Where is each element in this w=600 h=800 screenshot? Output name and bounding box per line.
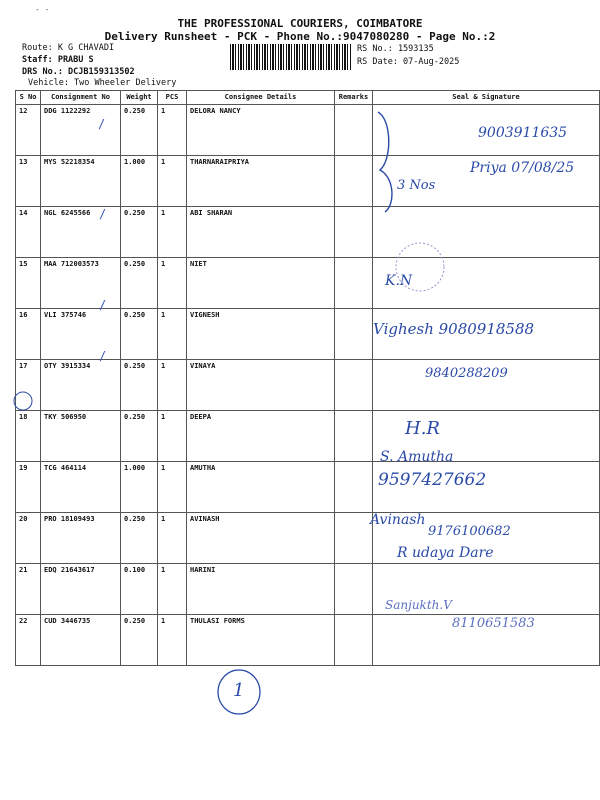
cell-pcs: 1: [158, 156, 187, 207]
drs-label: DRS No.: DCJB159313502: [22, 67, 135, 77]
handwritten-page-mark: 1: [233, 680, 245, 701]
handwritten-hr: H.R: [405, 418, 440, 439]
col-weight: Weight: [121, 91, 158, 105]
col-consignee: Consignee Details: [187, 91, 335, 105]
cell-sno: 18: [16, 411, 41, 462]
cell-consignee: AMUTHA: [187, 462, 335, 513]
tick-mark: /: [99, 349, 107, 363]
handwritten-priya: Priya 07/08/25: [470, 160, 575, 176]
cell-weight: 0.100: [121, 564, 158, 615]
cell-consignment: EDQ 21643617: [41, 564, 121, 615]
cell-consignment: MYS 52218354: [41, 156, 121, 207]
cell-pcs: 1: [158, 411, 187, 462]
cell-consignment: TCG 464114: [41, 462, 121, 513]
col-consignment: Consignment No: [41, 91, 121, 105]
cell-weight: 0.250: [121, 258, 158, 309]
cell-consignee: VINAYA: [187, 360, 335, 411]
cell-consignment: VLI 375746: [41, 309, 121, 360]
cell-pcs: 1: [158, 513, 187, 564]
cell-pcs: 1: [158, 360, 187, 411]
handwritten-avinash-phone: 9176100682: [428, 524, 511, 539]
tick-mark: /: [98, 117, 106, 131]
cell-weight: 0.250: [121, 411, 158, 462]
cell-pcs: 1: [158, 564, 187, 615]
col-seal: Seal & Signature: [373, 91, 600, 105]
cell-pcs: 1: [158, 207, 187, 258]
handwritten-kiru: K.N: [385, 273, 413, 289]
handwritten-vignesh: Vighesh 9080918588: [373, 320, 535, 338]
cell-weight: 0.250: [121, 105, 158, 156]
rs-number: RS No.: 1593135: [357, 44, 434, 54]
cell-consignment: CUD 3446735: [41, 615, 121, 666]
scan-specks: - -: [35, 5, 50, 14]
cell-weight: 0.250: [121, 309, 158, 360]
cell-consignee: ABI SHARAN: [187, 207, 335, 258]
cell-sno: 16: [16, 309, 41, 360]
cell-consignment: TKY 506950: [41, 411, 121, 462]
tick-mark: /: [99, 298, 107, 312]
cell-consignment: OTY 3915334: [41, 360, 121, 411]
handwritten-amutha: S. Amutha: [380, 449, 454, 465]
cell-consignee: THARNARAIPRIYA: [187, 156, 335, 207]
vehicle-label: Vehicle: Two Wheeler Delivery: [28, 78, 177, 88]
cell-sno: 14: [16, 207, 41, 258]
cell-sno: 17: [16, 360, 41, 411]
cell-consignee: NIET: [187, 258, 335, 309]
cell-pcs: 1: [158, 615, 187, 666]
tick-mark: /: [99, 207, 107, 221]
cell-consignment: PRO 18109493: [41, 513, 121, 564]
cell-sno: 22: [16, 615, 41, 666]
cell-sno: 13: [16, 156, 41, 207]
runsheet-subtitle: Delivery Runsheet - PCK - Phone No.:9047080280 - Page No.:2: [104, 30, 496, 43]
cell-pcs: 1: [158, 258, 187, 309]
col-sno: S No: [16, 91, 41, 105]
cell-weight: 0.250: [121, 615, 158, 666]
company-title: THE PROFESSIONAL COURIERS, COIMBATORE: [177, 17, 423, 30]
cell-sno: 12: [16, 105, 41, 156]
cell-consignee: VIGNESH: [187, 309, 335, 360]
rs-date: RS Date: 07-Aug-2025: [357, 57, 460, 67]
cell-pcs: 1: [158, 462, 187, 513]
cell-consignment: NGL 6245566: [41, 207, 121, 258]
col-pcs: PCS: [158, 91, 187, 105]
cell-pcs: 1: [158, 309, 187, 360]
handwritten-avinash: Avinash: [370, 512, 426, 528]
cell-weight: 0.250: [121, 360, 158, 411]
handwritten-phone-1: 9003911635: [478, 125, 568, 141]
handwritten-3nos: 3 Nos: [397, 178, 436, 193]
circle-18-stroke: [14, 392, 32, 410]
cell-consignee: HARINI: [187, 564, 335, 615]
cell-consignment: MAA 712003573: [41, 258, 121, 309]
col-remarks: Remarks: [335, 91, 373, 105]
handwritten-amutha-phone: 9597427662: [378, 470, 487, 490]
handwritten-harini: R udaya Dare: [397, 545, 494, 561]
staff-label: Staff: PRABU S: [22, 55, 94, 65]
cell-weight: 1.000: [121, 462, 158, 513]
cell-sno: 19: [16, 462, 41, 513]
cell-weight: 1.000: [121, 156, 158, 207]
cell-pcs: 1: [158, 105, 187, 156]
cell-weight: 0.250: [121, 207, 158, 258]
cell-consignee: DEEPA: [187, 411, 335, 462]
handwritten-vinaya-phone: 9840288209: [425, 366, 508, 381]
cell-consignee: DELORA NANCY: [187, 105, 335, 156]
cell-consignee: AVINASH: [187, 513, 335, 564]
cell-sno: 15: [16, 258, 41, 309]
handwritten-thulasi-phone: 8110651583: [452, 616, 535, 631]
cell-sno: 20: [16, 513, 41, 564]
cell-weight: 0.250: [121, 513, 158, 564]
route-label: Route: K G CHAVADI: [22, 43, 115, 53]
cell-sno: 21: [16, 564, 41, 615]
cell-consignee: THULASI FORMS: [187, 615, 335, 666]
brace-stroke: [378, 112, 392, 212]
handwritten-thulasi: Sanjukth.V: [385, 598, 452, 612]
cell-consignment: DDG 1122292: [41, 105, 121, 156]
